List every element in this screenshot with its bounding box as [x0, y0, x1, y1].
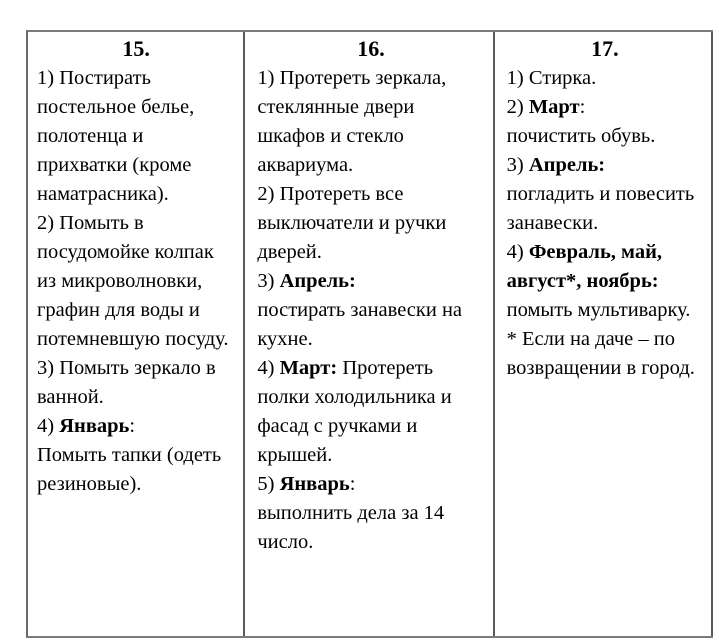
day-column-16: [245, 32, 494, 636]
task-item: [507, 151, 703, 238]
task-text: помыть мультиварку.: [506, 299, 691, 321]
day-number: 15.: [122, 36, 150, 61]
task-prefix: 1): [37, 67, 60, 89]
task-item: [507, 93, 703, 151]
task-prefix: 1): [257, 67, 280, 89]
task-month: Март:: [279, 357, 338, 379]
task-month: Январь: [279, 473, 350, 495]
task-month: Январь: [59, 415, 130, 437]
task-item: [37, 209, 235, 354]
day-column-17: [495, 32, 713, 636]
footnote-text: * Если на даче – по возвращении в город.: [506, 328, 695, 379]
task-text: Помыть зеркало в ванной.: [37, 357, 216, 408]
task-prefix: 1): [506, 67, 529, 89]
task-item: [507, 64, 703, 93]
task-text: постирать занавески на кухне.: [257, 299, 463, 350]
task-item: [37, 64, 235, 209]
task-month: Апрель:: [279, 270, 356, 292]
day-number: 17.: [591, 36, 619, 61]
task-item: [507, 238, 703, 325]
footnote: [507, 325, 703, 383]
day-column-15: [28, 32, 245, 636]
task-prefix: 3): [257, 270, 280, 292]
task-prefix: 3): [506, 154, 529, 176]
task-item: [257, 470, 484, 557]
task-text: Протереть зеркала, стеклянные двери шкафов и стекло аквариума.: [257, 67, 447, 176]
chores-table: [26, 30, 713, 638]
task-prefix: 3): [37, 357, 60, 379]
task-month: Февраль, май, август*, ноябрь:: [506, 241, 663, 292]
task-text: Помыть тапки (одеть резиновые).: [37, 444, 222, 495]
task-colon: :: [579, 96, 586, 118]
task-text: Помыть в посудомойке колпак из микроволновки, графин для воды и потемневшую посуду.: [37, 212, 229, 350]
task-prefix: 4): [37, 415, 60, 437]
task-item: [257, 267, 484, 354]
task-item: [37, 412, 235, 499]
day-number: 16.: [357, 36, 385, 61]
task-prefix: 2): [257, 183, 280, 205]
task-item: [257, 64, 484, 180]
task-prefix: 2): [37, 212, 60, 234]
task-text: почистить обувь.: [506, 125, 656, 147]
task-prefix: 4): [506, 241, 529, 263]
task-month: Март: [528, 96, 580, 118]
task-text: выполнить дела за 14 число.: [257, 502, 445, 553]
task-text: Протереть все выключатели и ручки дверей.: [257, 183, 447, 263]
task-prefix: 5): [257, 473, 280, 495]
task-item: [257, 354, 484, 470]
task-text: Протереть полки холодильника и фасад с ручками и крышей.: [257, 357, 452, 466]
task-text: Постирать постельное белье, полотенца и прихватки (кроме наматрасника).: [37, 67, 195, 205]
task-month: Апрель:: [528, 154, 606, 176]
task-colon: :: [349, 473, 356, 495]
task-text: погладить и повесить занавески.: [506, 183, 695, 234]
task-text: Стирка.: [528, 67, 597, 89]
task-prefix: 4): [257, 357, 280, 379]
task-colon: :: [129, 415, 136, 437]
task-item: [257, 180, 484, 267]
task-prefix: 2): [506, 96, 529, 118]
task-item: [37, 354, 235, 412]
